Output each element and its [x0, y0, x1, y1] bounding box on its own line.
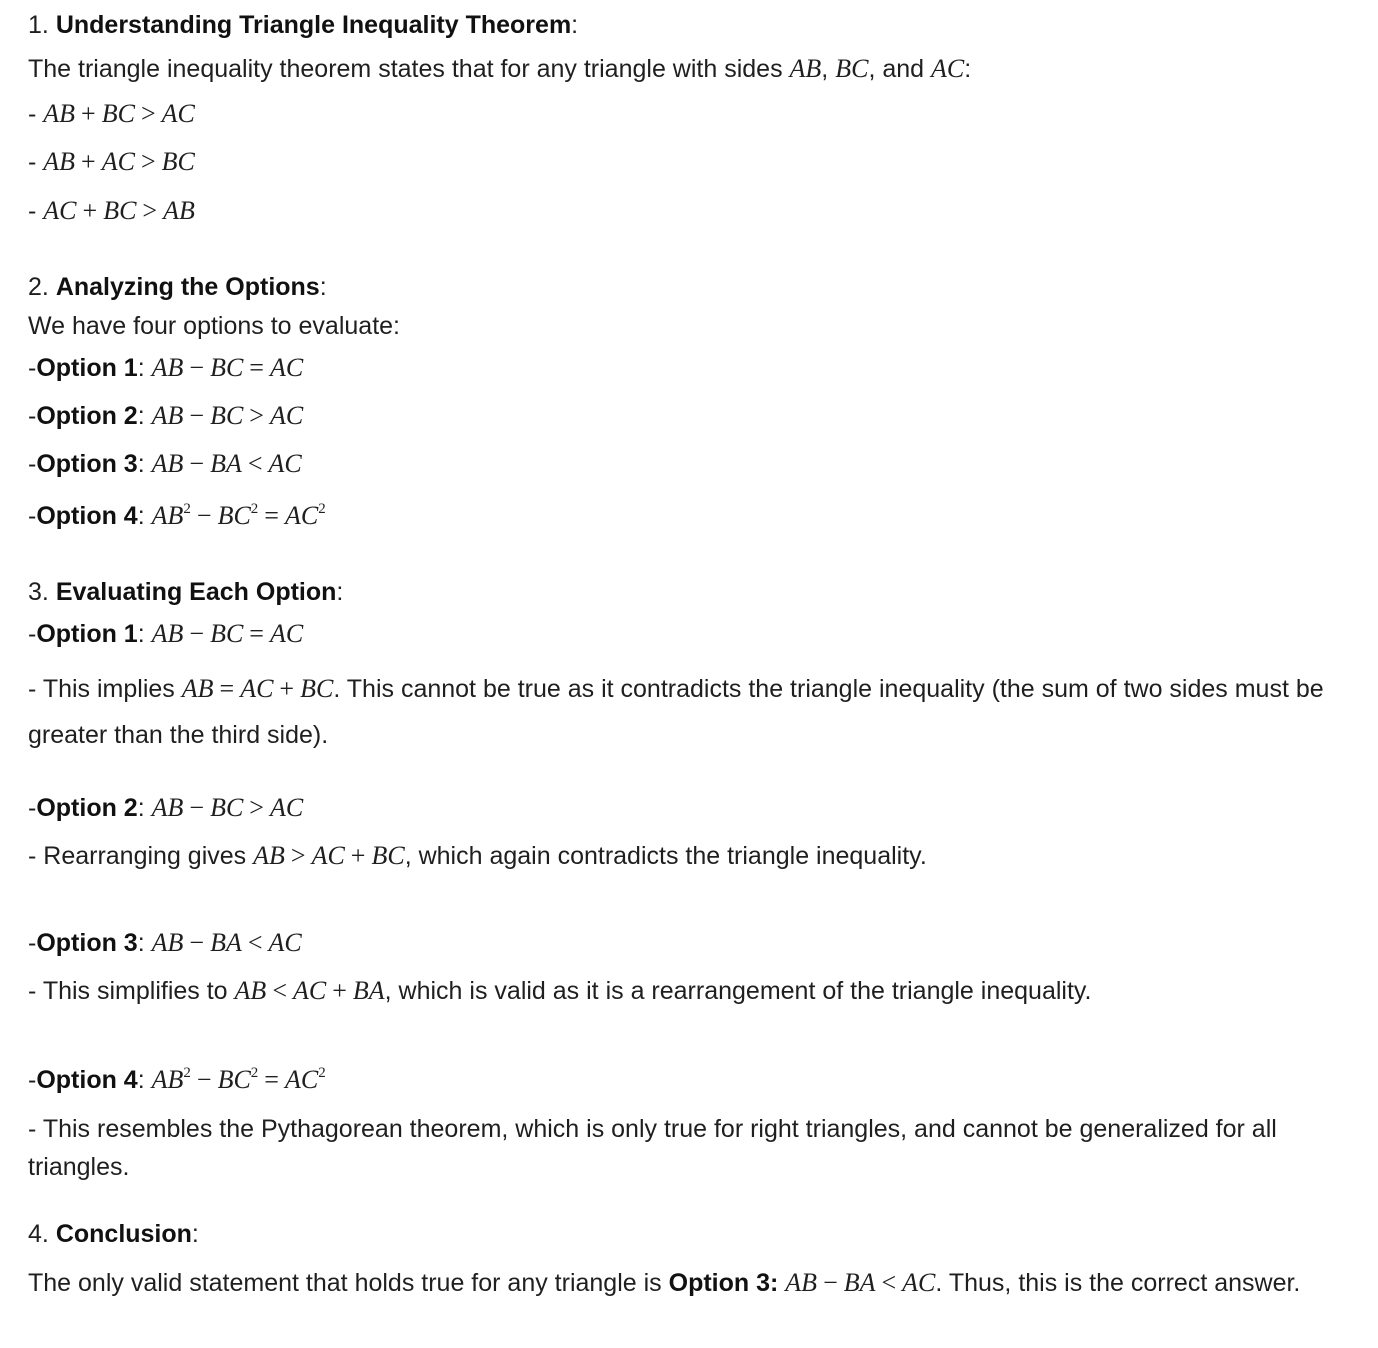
inequality-2: - AB + AC > BC: [28, 147, 195, 176]
eval-option-2-text: - Rearranging gives AB > AC + BC, which again contradicts the triangle inequality.: [28, 841, 927, 870]
eval-option-3-heading: -Option 3: AB − BA < AC: [28, 928, 302, 957]
inequality-1: - AB + BC > AC: [28, 99, 195, 128]
eval-option-1-text: - This implies AB = AC + BC. This cannot be true as it contradicts the triangle inequality (the sum of two sides must be greater than the third side).: [28, 674, 1324, 749]
math-side-ac: AC: [931, 54, 965, 83]
conclusion-answer: Option 3:: [668, 1269, 779, 1297]
section-3-heading: 3. Evaluating Each Option:: [28, 578, 344, 606]
inequality-3: - AC + BC > AB: [28, 196, 195, 225]
eval-option-4-heading: -Option 4: $AB^2 - BC^2 = AC^2$: [28, 1065, 326, 1094]
math-side-ab: AB: [789, 54, 822, 83]
option-1-line: -Option 1: AB − BC = AC: [28, 353, 304, 382]
section-1-intro: The triangle inequality theorem states that for any triangle with sides AB, BC, and AC:: [28, 54, 972, 83]
option-3-line: -Option 3: AB − BA < AC: [28, 449, 302, 478]
eval-option-3-text: - This simplifies to AB < AC + BA, which is valid as it is a rearrangement of the triangle inequality.: [28, 976, 1092, 1005]
eval-option-4-text: - This resembles the Pythagorean theorem, which is only true for right triangles, and cannot be generalized for all triangles.: [28, 1115, 1277, 1181]
option-2-line: -Option 2: AB − BC > AC: [28, 401, 304, 430]
eval-option-2-heading: -Option 2: AB − BC > AC: [28, 793, 304, 822]
option-4-line: -Option 4: $AB^2 - BC^2 = AC^2$: [28, 501, 326, 530]
section-4-title: Conclusion: [55, 1220, 192, 1248]
section-1-heading: 1. Understanding Triangle Inequality Theorem:: [28, 11, 579, 39]
section-2-heading: 2. Analyzing the Options:: [28, 273, 327, 301]
section-3-title: Evaluating Each Option: [55, 578, 337, 606]
section-2-title: Analyzing the Options: [55, 273, 320, 301]
eval-option-1-heading: -Option 1: AB − BC = AC: [28, 619, 304, 648]
section-1-title: Understanding Triangle Inequality Theorem: [55, 11, 572, 39]
math-side-bc: BC: [835, 54, 869, 83]
section-4-heading: 4. Conclusion:: [28, 1220, 199, 1248]
conclusion-text: The only valid statement that holds true for any triangle is Option 3: AB − BA < AC. Thus, this is the correct answer.: [28, 1268, 1301, 1297]
section-2-intro: We have four options to evaluate:: [28, 312, 400, 340]
